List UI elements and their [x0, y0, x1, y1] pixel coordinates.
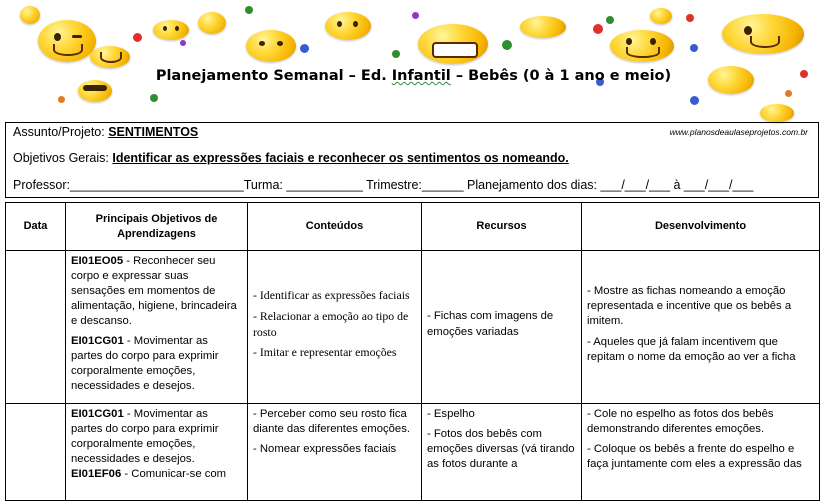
- header-contents: Conteúdos: [248, 203, 422, 251]
- header-banner: [0, 0, 827, 122]
- confetti-dot: [593, 24, 603, 34]
- confetti-dot: [606, 16, 614, 24]
- objective-code: EI01CG01: [71, 408, 124, 420]
- smiley-emoji-icon: [20, 6, 40, 24]
- subject-value: SENTIMENTOS: [108, 125, 199, 139]
- confetti-dot: [686, 14, 694, 22]
- objectives-cell: [66, 251, 248, 404]
- development-item: - Coloque os bebês a frente do espelho e faça juntamente com eles a expressão das: [587, 443, 802, 471]
- content-item: - Nomear expressões faciais: [253, 443, 397, 456]
- table-row: [6, 404, 820, 501]
- confetti-dot: [690, 96, 699, 105]
- website-url: www.planosdeaulaseprojetos.com.br: [669, 127, 808, 137]
- confetti-dot: [502, 40, 512, 50]
- confetti-dot: [58, 96, 65, 103]
- resources-cell: [422, 404, 582, 501]
- development-cell: [582, 404, 820, 501]
- resource-item: - Fotos dos bebês com emoções diversas (vá tirando as fotos durante a: [427, 428, 575, 471]
- objective-code: EI01CG01: [71, 335, 124, 348]
- table-header-row: [6, 203, 820, 251]
- professor-line: Professor:_________________________Turma: ___________ Trimestre:______ Planejamento dos dias: ___/___/___ à ___/___/___: [13, 178, 754, 192]
- header-date: Data: [6, 203, 66, 251]
- goals-line: [13, 151, 569, 165]
- plan-info-box: [5, 122, 819, 198]
- date-cell: [6, 404, 66, 501]
- grinning-emoji-icon: [610, 30, 674, 62]
- confetti-dot: [785, 90, 792, 97]
- resource-item: - Fichas com imagens de emoções variadas: [427, 310, 554, 338]
- development-item: - Aqueles que já falam incentivem que repitam o nome da emoção ao ver a ficha: [587, 335, 796, 363]
- goals-value: Identificar as expressões faciais e reconhecer os sentimentos os nomeando.: [112, 151, 569, 165]
- contents-cell: [248, 404, 422, 501]
- objective-code: EI01EO05: [71, 255, 124, 267]
- content-item: - Relacionar a emoção ao tipo de rosto: [253, 308, 409, 339]
- bottom-emoji-icon: [760, 104, 794, 122]
- content-item: - Perceber como seu rosto fica diante das diferentes emoções.: [253, 408, 410, 436]
- confetti-dot: [133, 33, 142, 42]
- planning-table: [5, 202, 820, 501]
- confetti-dot: [300, 44, 309, 53]
- confetti-dot: [150, 94, 158, 102]
- confetti-dot: [245, 6, 253, 14]
- contents-cell: [248, 251, 422, 404]
- smiling-emoji-icon: [520, 16, 566, 38]
- confetti-dot: [690, 44, 698, 52]
- objective-text: - Movimentar as partes do corpo para exprimir corporalmente emoções, necessidades e desejos.: [71, 408, 219, 466]
- objective-text: - Reconhecer seu corpo e expressar suas sensações em momentos de alimentação, higiene, brincadeira e descanso.: [71, 255, 237, 328]
- objective-code: EI01EF06: [71, 468, 122, 481]
- happy-emoji-icon: [153, 20, 189, 40]
- confetti-dot: [392, 50, 400, 58]
- header-resources: Recursos: [422, 203, 582, 251]
- content-item: - Imitar e representar emoções: [253, 345, 397, 360]
- objective-text: - Comunicar-se com: [121, 468, 227, 481]
- development-item: - Cole no espelho as fotos dos bebês demonstrando diferentes emoções.: [587, 408, 774, 436]
- worried-emoji-icon: [325, 12, 371, 40]
- resource-item: - Espelho: [427, 408, 475, 420]
- winking-emoji-icon: [38, 20, 96, 62]
- wink-tongue-emoji-icon: [722, 14, 804, 54]
- table-row: [6, 251, 820, 404]
- date-cell: [6, 251, 66, 404]
- header-objectives: Principais Objetivos de Aprendizagens: [66, 203, 248, 251]
- development-item: - Mostre as fichas nomeando a emoção representada e incentive que os bebês a imitem.: [587, 285, 792, 328]
- angry-emoji-icon: [246, 30, 296, 62]
- page-title: Planejamento Semanal – Ed. Infantil – Bebês (0 à 1 ano e meio): [155, 68, 672, 84]
- development-cell: [582, 251, 820, 404]
- grimacing-emoji-icon: [418, 24, 488, 64]
- subject-label: Assunto/Projeto:: [13, 125, 109, 139]
- small-emoji-icon: [650, 8, 672, 24]
- header-development: Desenvolvimento: [582, 203, 820, 251]
- objectives-cell: [66, 404, 248, 501]
- laughing-emoji-icon: [90, 46, 130, 68]
- dizzy-emoji-icon: [198, 12, 226, 34]
- confetti-dot: [412, 12, 419, 19]
- subject-line: [13, 125, 198, 139]
- confetti-dot: [180, 40, 186, 46]
- resources-cell: [422, 251, 582, 404]
- goals-label: Objetivos Gerais:: [13, 151, 113, 165]
- content-item: - Identificar as expressões faciais: [253, 288, 410, 303]
- objective-text: - Movimentar as partes do corpo para exprimir corporalmente emoções, necessidades e desejos.: [71, 335, 219, 393]
